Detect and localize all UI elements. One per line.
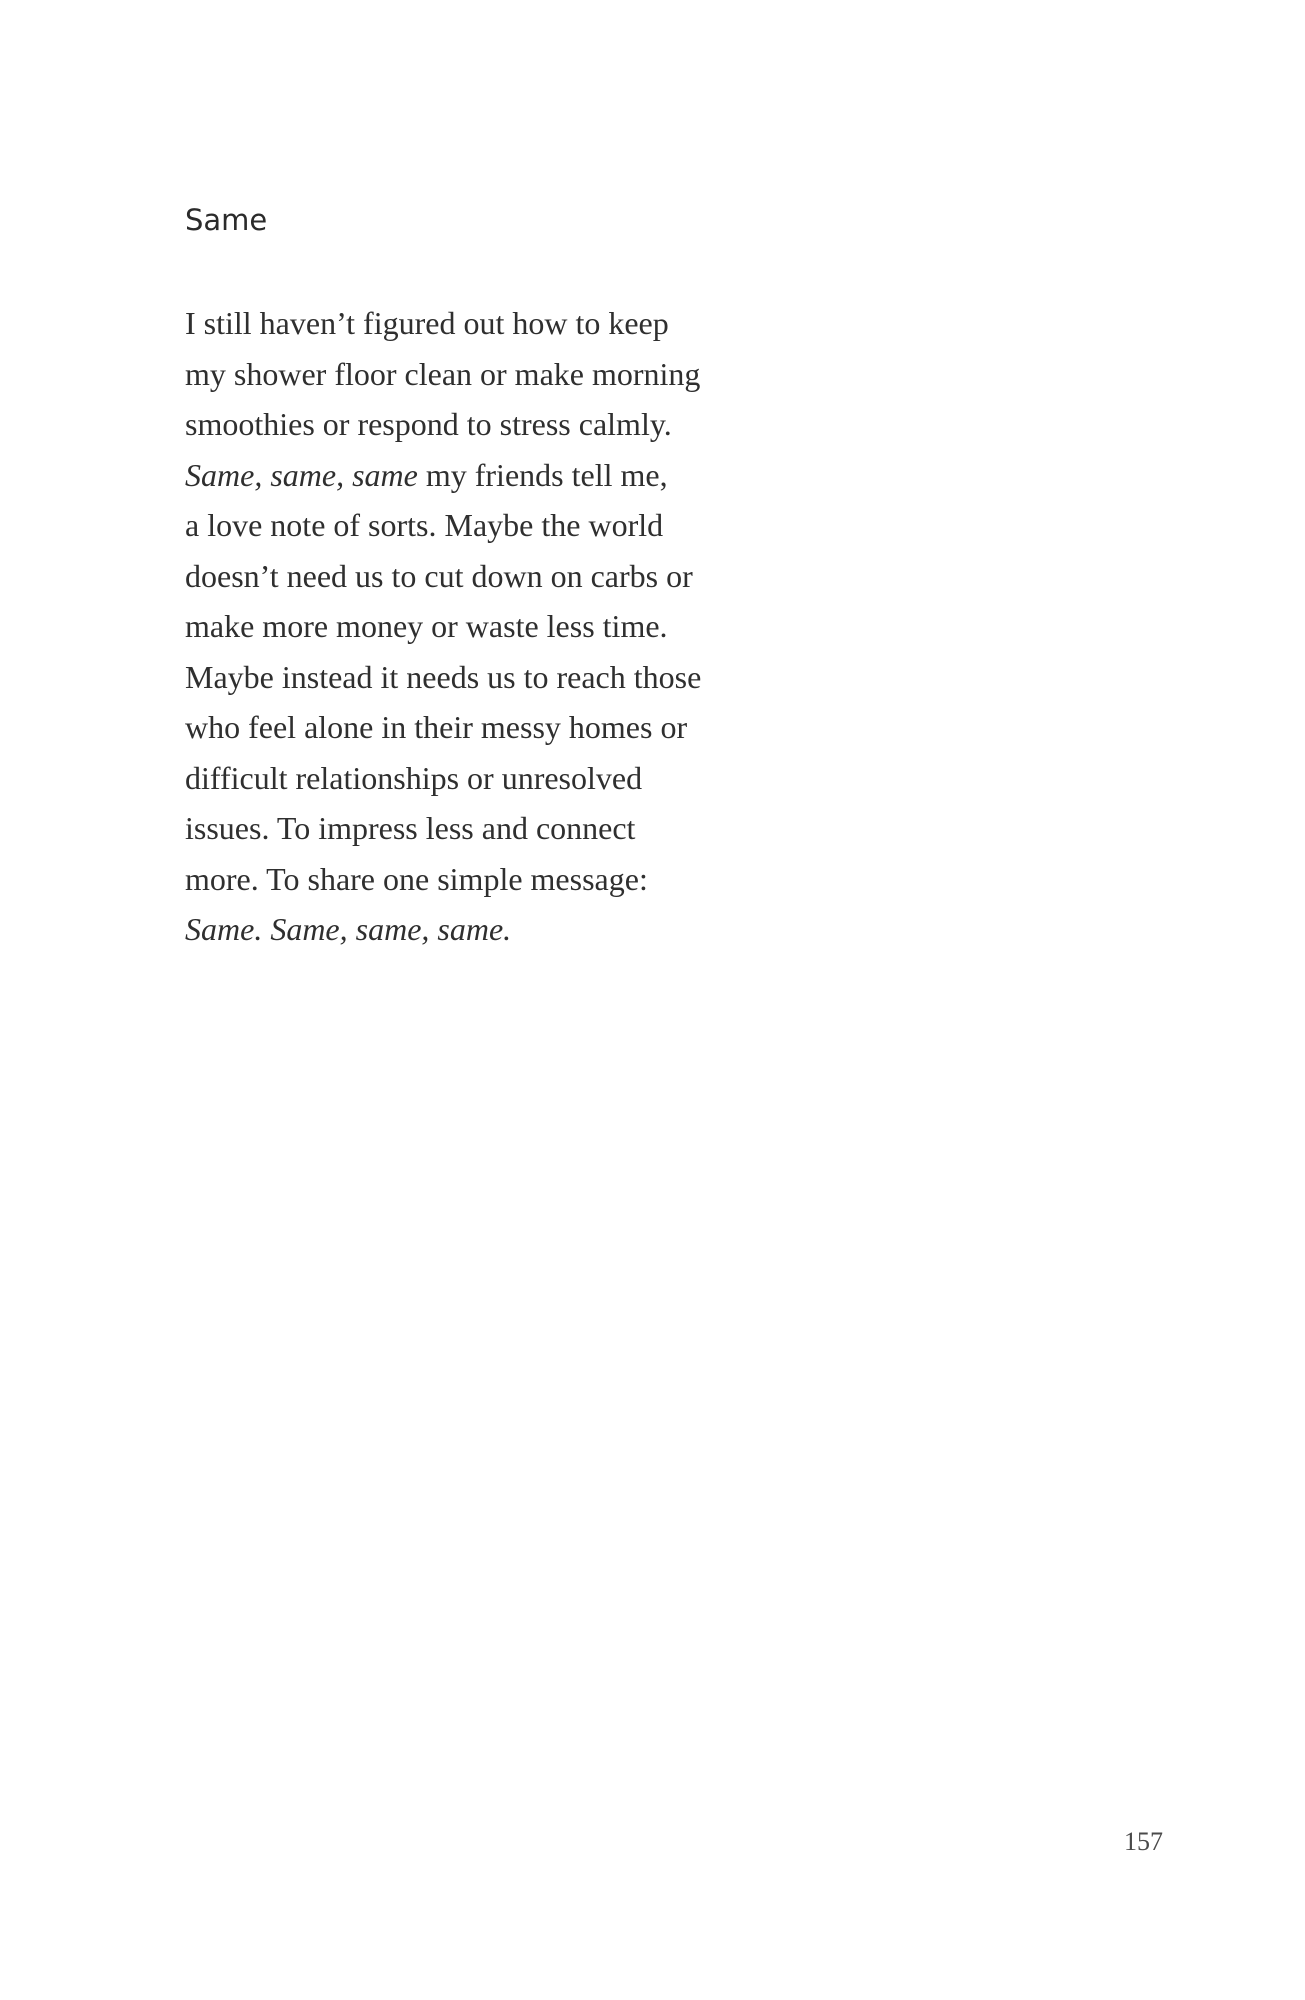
poem-title: Same [185, 203, 268, 237]
poem-line [185, 753, 701, 804]
poem-line [185, 702, 701, 753]
poem-italic-segment: Same. Same, same, same. [185, 911, 512, 947]
poem-text-segment: my friends tell me, [417, 456, 668, 493]
poem-line [185, 854, 701, 905]
poem-line [185, 298, 701, 349]
poem-text-segment: my shower floor clean or make morning [185, 355, 701, 392]
poem-text-segment: issues. To impress less and connect [185, 810, 636, 846]
poem-line [185, 399, 701, 450]
poem-italic-segment: Same, same, same [185, 456, 418, 493]
poem-text-segment: a love note of sorts. Maybe the world [185, 507, 664, 543]
poem-line [185, 500, 701, 551]
poem-text-segment: difficult relationships or unresolved [185, 759, 643, 796]
poem-line [185, 450, 701, 501]
poem-text-segment: who feel alone in their messy homes or [185, 709, 688, 745]
poem-text-segment: doesn’t need us to cut down on carbs or [185, 557, 693, 594]
poem-line [185, 904, 701, 955]
page-number: 157 [1124, 1827, 1163, 1856]
poem-text-segment: smoothies or respond to stress calmly. [185, 406, 672, 442]
poem-text-segment: I still haven’t figured out how to keep [185, 305, 669, 341]
poem-line [185, 551, 701, 602]
poem-text-segment: make more money or waste less time. [185, 608, 668, 644]
poem-body [185, 298, 701, 955]
poem-text-segment: more. To share one simple message: [185, 860, 648, 897]
poem-line [185, 601, 701, 652]
poem-text-segment: Maybe instead it needs us to reach those [185, 658, 702, 695]
poem-line [185, 349, 701, 400]
poem-line [185, 652, 701, 703]
poem-line [185, 803, 701, 854]
